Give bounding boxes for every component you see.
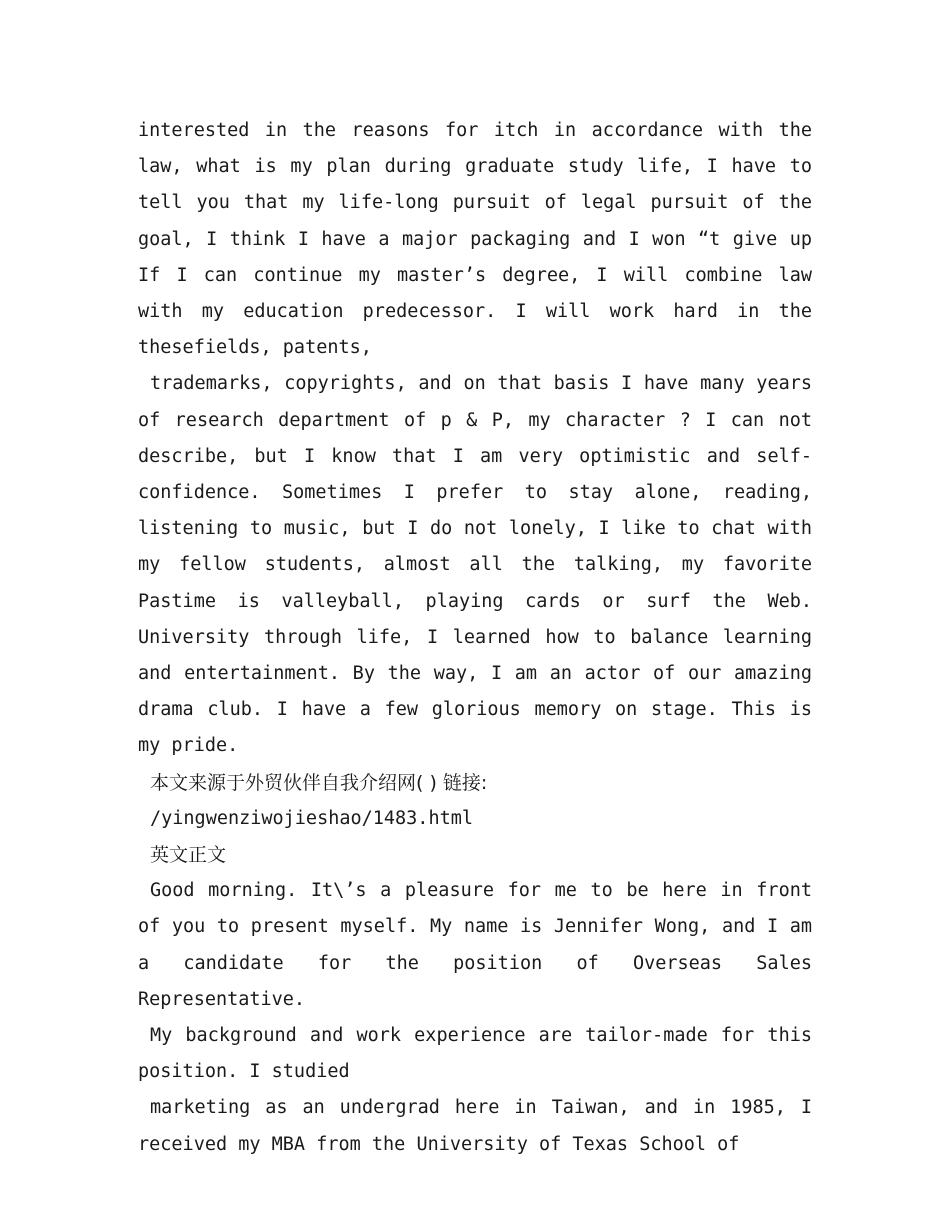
paragraph: My background and work experience are tailor-made for this position. I studied xyxy=(138,1025,812,1083)
paragraph: marketing as an undergrad here in Taiwan, and in 1985, I received my MBA from the University of Texas School of xyxy=(138,1097,812,1155)
source-link: /yingwenziwojieshao/1483.html xyxy=(150,807,474,829)
section-heading: 英文正文 xyxy=(150,844,227,867)
source-note: 本文来源于外贸伙伴自我介绍网( ) 链接: xyxy=(150,771,488,794)
paragraph: Good morning. It\’s a pleasure for me to be here in front of you to present myself. My name is Jennifer Wong, and I am a candidate for the position of Overseas Sales Representative. xyxy=(138,880,812,1010)
paragraph: interested in the reasons for itch in accordance with the law, what is my plan during graduate study life, I have to tell you that my life-long pursuit of legal pursuit of the goal, I think I have a major packaging and I won “t give up If I can continue my master’s degree, I will combine law with my education predecessor. I will work hard in the thesefields, patents, xyxy=(138,120,812,359)
document-body xyxy=(138,113,812,1163)
paragraph: trademarks, copyrights, and on that basis I have many years of research department of p & P, my character ? I can not describe, but I know that I am very optimistic and self-confidence. Sometimes I prefer to stay alone, reading, listening to music, but I do not lonely, I like to chat with my fellow students, almost all the talking, my favorite Pastime is valleyball, playing cards or surf the Web. University through life, I learned how to balance learning and entertainment. By the way, I am an actor of our amazing drama club. I have a few glorious memory on stage. This is my pride. xyxy=(138,373,812,757)
